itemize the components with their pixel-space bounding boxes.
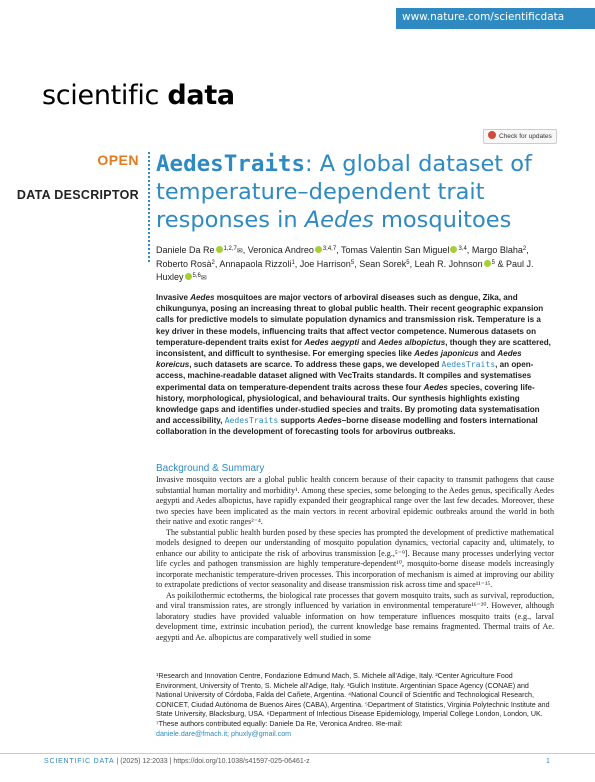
body-text [156,475,554,643]
email-icon[interactable]: ✉ [236,248,243,255]
abstract-text: , such datasets are scarce. To address these gaps, we developed [189,360,442,370]
abstract-text: supports [278,416,318,426]
brand-bold: data [167,80,235,111]
author-affiliation: 2 [522,246,527,252]
author[interactable]: Leah R. Johnson [414,259,483,269]
open-access-label: OPEN [97,152,139,168]
check-for-updates-button[interactable] [483,129,557,144]
author[interactable]: Sean Sorek [359,259,407,269]
author[interactable]: Tomas Valentin San Miguel [341,245,450,255]
abstract-italic: Aedes [423,382,448,392]
author-affiliation: 5 [491,260,495,266]
orcid-icon[interactable] [484,260,491,267]
abstract-text: and [359,337,379,347]
paragraph: Invasive mosquito vectors are a global public health concern because of their capacity to transmit pathogens that cause substantial human mortality and morbidity¹. Among these species, some belonging to the Aedes genus, specifically Aedes aegypti and Aedes albopictus, have rapidly expanded their geographical range over the last few decades. Moreover, these two species have been implicated as the main vectors in recent arboviral epidemic outbreaks around the world in both their native and exotic ranges²⁻⁴. [156,475,554,526]
author-affiliation: 5 [406,260,410,266]
author-affiliation: 5 [350,260,355,266]
orcid-icon[interactable] [315,246,322,253]
page-footer [44,758,310,765]
orcid-icon[interactable] [216,246,223,253]
author[interactable]: Joe Harrison [299,259,351,269]
email-icon[interactable]: ✉ [200,275,207,282]
abstract-italic: Aedes koreicus [156,349,522,370]
journal-url-bar[interactable] [396,8,595,29]
orcid-icon[interactable] [450,246,457,253]
author[interactable]: Daniele Da Re [156,245,215,255]
orcid-icon[interactable] [185,273,192,280]
author-affiliation: 1,2,7 [223,246,237,252]
title-mono: AedesTraits [156,151,306,177]
abstract-mono: AedesTraits [224,415,279,426]
author-affiliation: 5,6 [192,273,201,279]
title-part2: mosquitoes [373,207,512,233]
author-affiliation: 2 [211,260,215,266]
brand-light: scientific [42,80,160,111]
footer-divider [0,753,595,754]
affiliations-footnote [156,672,556,739]
abstract-text: mosquitoes are major vectors of arboviral diseases such as dengue, Zika, and chikungunya, posing an increasing threat to global public health. Their recent geographic expansion calls for predictive models to simulate population dynamics and transmission risk. Temperature is a key driver in these models, influencing traits that affect vector competence. Numerous datasets on temperature-dependent traits exist for [156,293,544,347]
author[interactable]: Annapaola Rizzoli [219,259,292,269]
author-list: Daniele Da Re $^{1,2,7}$✉, Veronica Andreo $^{3,4,7}$, Tomas Valentin San Miguel $^{3,4}$, Margo Blaha$^2$, Roberto Rosà$^2$, Annapaola Rizzoli$^1$, Joe Harrison$^5$, Sean Sorek$^5$, Leah R. Johnson $^5$ & Paul J. Huxley $^{5,6}$✉ [156,245,534,282]
page-number: 1 [546,758,550,765]
journal-url[interactable]: www.nature.com/scientificdata [402,11,565,23]
author-affiliation: 1 [291,260,295,266]
article-title [156,150,576,234]
article-type-label: DATA DESCRIPTOR [16,188,139,202]
section-heading: Background & Summary [156,463,265,474]
affiliations-text: ¹Research and Innovation Centre, Fondazione Edmund Mach, S. Michele all’Adige, Italy. ²Center Agriculture Food Environment, University of Trento, S. Michele all’Adige, Italy. ³Gulich Institute. Argentinian Space Agency (CONAE) and National University of Córdoba, Falda del Cañete, Argentina. ⁴National Council of Scientific and Technological Research, CONICET, Ciudad Autónoma de Buenos Aires (CABA), Argentina. ⁵Department of Statistics, Virginia Polytechnic Institute and State University, Blacksburg, USA. ⁶Department of Infectious Disease Epidemiology, Imperial College London, London, UK. ⁷These authors contributed equally: Daniele Da Re, Veronica Andreo. ✉e-mail: [156,672,550,728]
author-affiliation: 3,4,7 [322,246,337,252]
title-part1: : A global dataset of temperature–dependent trait responses in [156,151,532,233]
check-updates-icon [488,131,496,139]
abstract-italic: Aedes albopictus [378,337,446,347]
abstract-text: species, covering life-history, morphological, physiological, and behavioural traits. Our synthesis highlights existing knowledge gaps and identifies under-studied species and traits. By promoting data systematisation and accessibility, [156,382,540,426]
footer-journal: SCIENTIFIC DATA [44,758,115,765]
abstract-text: , though they are scattered, inconsistent, and difficult to synthesise. For emerging species like [156,337,551,359]
abstract-text: –borne disease modelling and fosters international collaboration in the development of forecasting tools for arbovirus outbreaks. [156,416,538,437]
footer-citation[interactable]: (2025) 12:2033 | https://doi.org/10.1038/s41597-025-06461-z [120,758,310,765]
abstract-italic: Aedes [190,293,215,302]
paragraph: The substantial public health burden posed by these species has prompted the development of predictive mathematical models designed to deepen our understanding of mosquito population dynamics, vectorial capacity and, ultimately, to enhance our ability to anticipate the risk of arbovirus transmission [e.g.,⁵⁻⁹]. Because many processes underlying vector life cycles and pathogen transmission are highly temperature-dependent¹⁰, mosquito-borne disease models increasingly incorporate mechanistic temperature-driven processes. This incorporation of mechanism is aimed at improving our ability to extrapolate predictions of vector seasonality and disease transmission risk across time and space¹¹⁻¹⁵. [156,527,554,589]
author[interactable]: Margo Blaha [471,245,523,255]
abstract-text: Invasive [156,293,191,302]
title-divider [148,152,150,262]
email-links[interactable]: daniele.dare@fmach.it; phuxly@gmail.com [156,729,292,738]
paragraph: As poikilothermic ectotherms, the biological rate processes that govern mosquito traits, such as survival, reproduction, and viral transmission rates, are strongly influenced by variation in environmental temperature¹⁶⁻²⁰. However, although laboratory studies have provided valuable information on how temperature influences mosquito traits (e.g., larval development time, extrinsic incubation period), the current knowledge base remains fragmented. Thermal traits of Ae. aegypti and Ae. albopictus are comparatively well studied in some [156,590,554,642]
author[interactable]: Roberto Rosà [156,259,212,269]
title-italic: Aedes [304,207,374,233]
abstract-text: and [478,349,498,359]
author-affiliation: 3,4 [458,246,467,252]
journal-brand [42,80,235,111]
abstract-mono: AedesTraits [441,359,496,370]
abstract [156,292,556,438]
abstract-italic: Aedes aegypti [304,337,360,347]
abstract-text: , an open-access, machine-readable dataset aligned with VecTraits standards. It compiles and systematises experimental data on temperature-dependent traits across these four [156,360,534,392]
author[interactable]: Veronica Andreo [247,245,314,255]
check-updates-label: Check for updates [499,133,552,140]
author[interactable]: Paul J. Huxley [156,259,534,282]
abstract-italic: Aedes [317,416,342,426]
footer-sep: | [114,758,121,765]
abstract-italic: Aedes japonicus [414,349,479,359]
